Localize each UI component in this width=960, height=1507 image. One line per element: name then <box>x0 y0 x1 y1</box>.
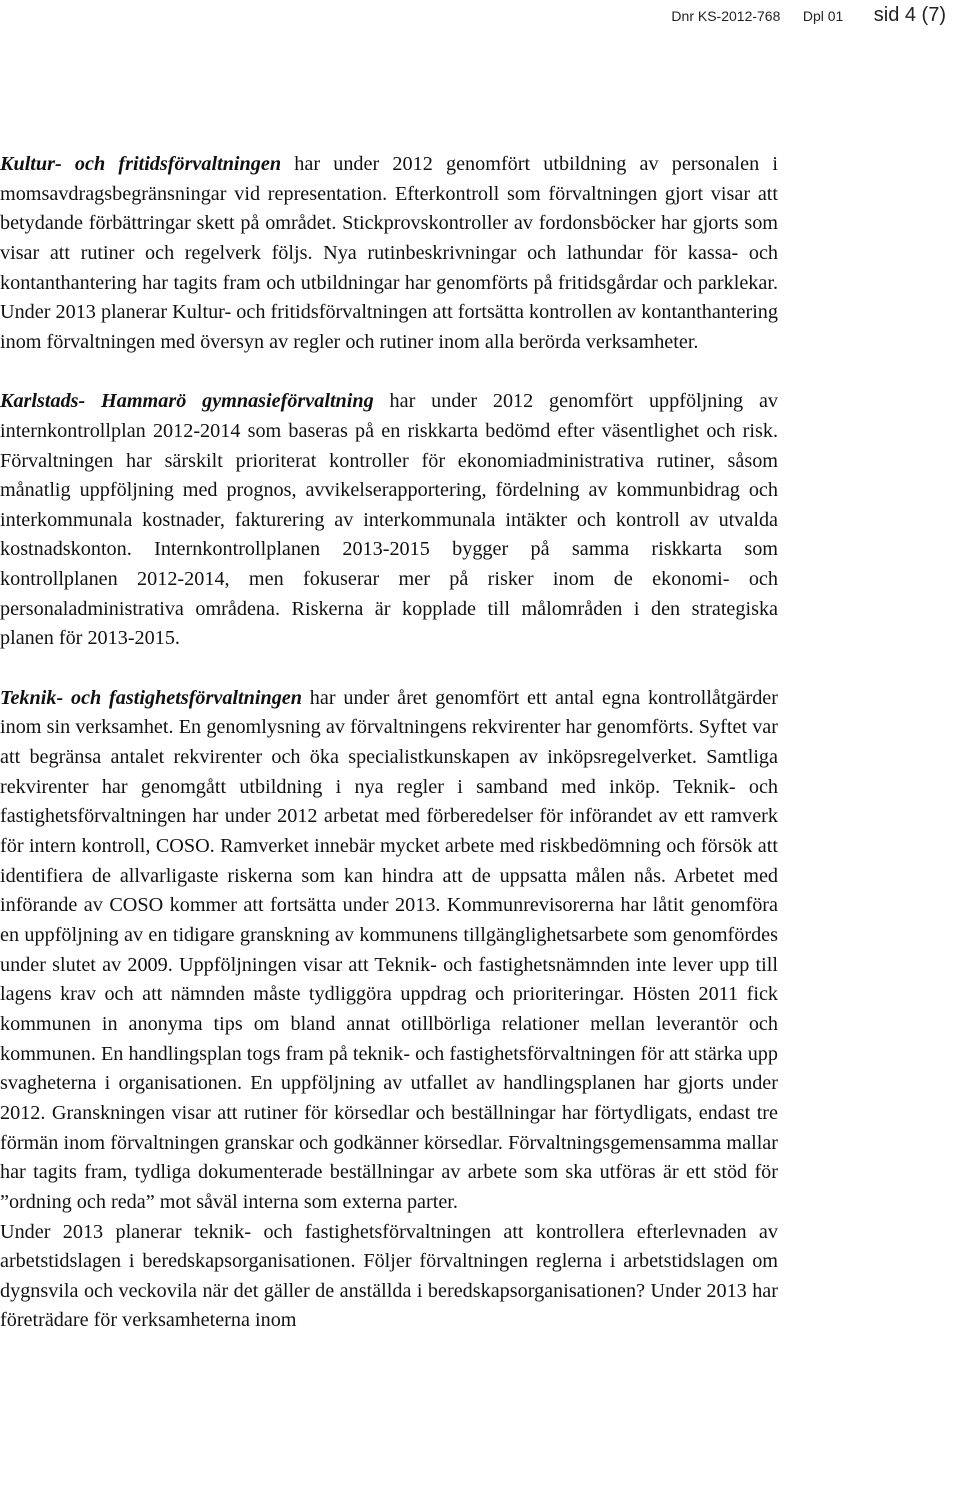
paragraph-gymnasieforvaltning <box>0 387 778 654</box>
page-number: sid 4 (7) <box>873 4 946 26</box>
document-number: Dnr KS-2012-768 <box>671 8 781 24</box>
paragraph-kultur-fritid <box>0 150 778 358</box>
document-body <box>0 150 778 1336</box>
organization-name: Karlstads- Hammarö gymnasieförvaltning <box>0 390 374 413</box>
paragraph-text: Under 2013 planerar teknik- och fastighetsförvaltningen att kontrollera efterlevnaden av arbetstidslagen i beredskapsorganisationen. Följer förvaltningen reglerna i arbetstidslagen om dygnsvila och veckovila när det gäller de anställda i beredskapsorganisationen? Under 2013 har företrädare för verksamheterna inom <box>0 1220 778 1332</box>
paragraph-text: har under året genomfört ett antal egna kontrollåtgärder inom sin verksamhet. En genomlysning av förvaltningens rekvirenter har genomförts. Syftet var att begränsa antalet rekvirenter och öka specialistkunskapen av inköpsregelverket. Samtliga rekvirenter har genomgått utbildning i nya regler i samband med inköp. Teknik- och fastighetsförvaltningen har under 2012 arbetat med förberedelser för införandet av ett ramverk för intern kontroll, COSO. Ramverket innebär mycket arbete med riskbedömning och försök att identifiera de allvarligaste riskerna som kan hindra att de uppsatta målen nås. Arbetet med införande av COSO kommer att fortsätta under 2013. Kommunrevisorerna har låtit genomföra en uppföljning av en tidigare granskning av kommunens tillgänglighetsarbete som genomfördes under slutet av 2009. Uppföljningen visar att Teknik- och fastighetsnämnden inte lever upp till lagens krav och att nämnden måste tydliggöra uppdrag och prioriteringar. Hösten 2011 fick kommunen in anonyma tips om bland annat otillbörliga relationer mellan leverantör och kommunen. En handlingsplan togs fram på teknik- och fastighetsförvaltningen för att stärka upp svagheterna i organisationen. En uppföljning av utfallet av handlingsplanen har gjorts under 2012. Granskningen visar att rutiner för körsedlar och beställningar har förtydligats, endast tre förmän inom förvaltningen granskar och godkänner körsedlar. Förvaltningsgemensamma mallar har tagits fram, tydliga dokumenterade beställningar av arbete som ska utföras är ett stöd för ”ordning och reda” mot såväl interna som externa parter. <box>0 686 778 1213</box>
paragraph-text: har under 2012 genomfört utbildning av personalen i momsavdragsbegränsningar vid representation. Efterkontroll som förvaltningen gjort visar att betydande förbättringar skett på området. Stickprovskontroller av fordonsböcker har gjorts som visar att rutiner och regelverk följs. Nya rutinbeskrivningar och lathundar för kassa- och kontanthantering har tagits fram och utbildningar har genomförts på fritidsgårdar och parklekar. Under 2013 planerar Kultur- och fritidsförvaltningen att fortsätta kontrollen av kontanthantering inom förvaltningen med översyn av regler och rutiner inom alla berörda verksamheter. <box>0 153 779 353</box>
organization-name: Teknik- och fastighetsförvaltningen <box>0 686 302 709</box>
paragraph-text: har under 2012 genomfört uppföljning av internkontrollplan 2012-2014 som baseras på en riskkarta bedömd efter väsentlighet och risk. Förvaltningen har särskilt prioriterat kontroller för ekonomiadministrativa rutiner, såsom månatlig uppföljning med prognos, avvikelserapportering, fördelning av kommunbidrag och interkommunala kostnader, fakturering av interkommunala intäkter och kontroll av utvalda kostnadskonton. Internkontrollplanen 2013-2015 bygger på samma riskkarta som kontrollplanen 2012-2014, men fokuserar mer på risker inom de ekonomi- och personaladministrativa områdena. Riskerna är kopplade till målområden i den strategiska planen för 2013-2015. <box>0 390 779 650</box>
document-section: Dpl 01 <box>802 8 844 24</box>
paragraph-beredskap <box>0 1218 778 1337</box>
page-header <box>671 4 946 27</box>
organization-name: Kultur- och fritidsförvaltningen <box>0 153 282 175</box>
paragraph-teknik-fastighet <box>0 684 778 1218</box>
